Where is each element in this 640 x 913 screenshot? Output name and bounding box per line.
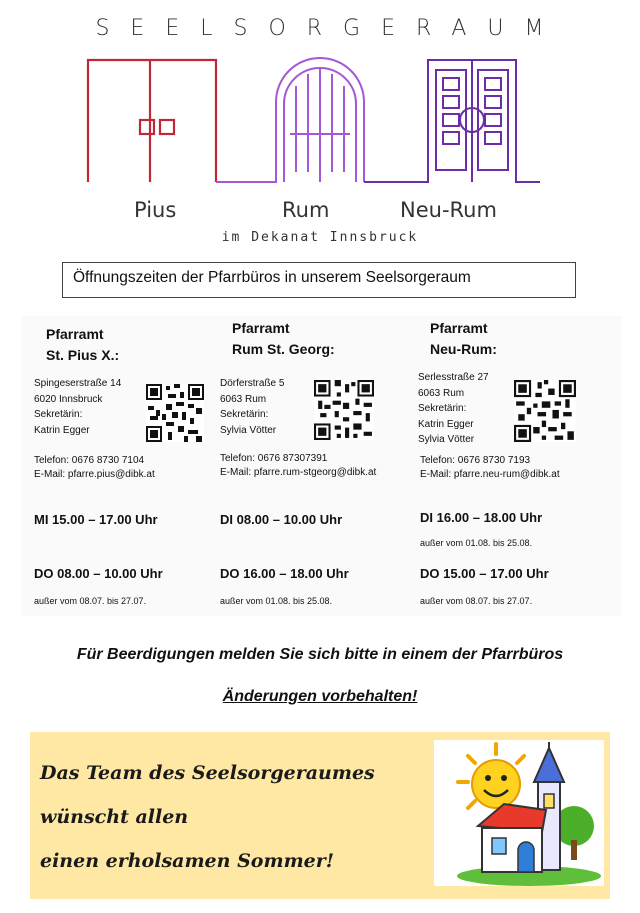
changes-notice: Änderungen vorbehalten! <box>222 688 418 705</box>
office-hours-note: außer vom 01.08. bis 25.08. <box>420 538 533 548</box>
page-title: SEELSORGERAUM <box>95 16 565 41</box>
office-hours-note: außer vom 08.07. bis 27.07. <box>34 596 147 606</box>
office-heading-name: Rum St. Georg: <box>232 341 335 357</box>
address-line: Sekretärin: <box>220 409 269 420</box>
office-address <box>34 376 121 438</box>
office-hours-slot: DO 08.00 – 10.00 Uhr <box>34 566 163 581</box>
parish-name-rum: Rum <box>282 198 330 222</box>
office-heading-name: St. Pius X.: <box>46 347 120 363</box>
email-address: E-Mail: pfarre.neu-rum@dibk.at <box>420 469 560 480</box>
dekanat-subtitle: im Dekanat Innsbruck <box>221 230 419 245</box>
funeral-notice: Für Beerdigungen melden Sie sich bitte in einem der Pfarrbüros <box>76 646 564 663</box>
office-neu-rum <box>418 316 630 606</box>
office-hours-slot: DI 08.00 – 10.00 Uhr <box>220 512 343 527</box>
office-address <box>418 370 489 448</box>
office-contact <box>220 452 376 480</box>
qr-code-icon <box>146 384 204 442</box>
address-line: Sylvia Vötter <box>220 424 277 436</box>
office-heading: Pfarramt <box>232 320 290 336</box>
email-address: E-Mail: pfarre.pius@dibk.at <box>34 469 155 480</box>
office-address <box>220 376 284 438</box>
address-line: Sekretärin: <box>418 403 467 414</box>
phone-number: Telefon: 0676 8730 7104 <box>34 455 145 466</box>
parish-name-neurum: Neu-Rum <box>400 198 497 222</box>
parish-names <box>0 198 640 228</box>
greeting-line: wünscht allen <box>40 806 189 828</box>
address-line: Katrin Egger <box>418 418 474 430</box>
office-heading: Pfarramt <box>46 326 104 342</box>
opening-hours-heading: Öffnungszeiten der Pfarrbüros in unserem Seelsorgeraum <box>62 262 576 298</box>
parish-name-pius: Pius <box>134 198 177 222</box>
address-line: 6020 Innsbruck <box>34 393 103 405</box>
office-hours-note: außer vom 08.07. bis 27.07. <box>420 596 533 606</box>
address-line: 6063 Rum <box>220 393 267 405</box>
office-hours-note: außer vom 01.08. bis 25.08. <box>220 596 333 606</box>
phone-number: Telefon: 0676 8730 7193 <box>420 455 531 466</box>
office-heading: Pfarramt <box>430 320 488 336</box>
address-line: Spingeserstraße 14 <box>34 378 122 389</box>
address-line: Dörferstraße 5 <box>220 378 285 389</box>
office-hours-slot: MI 15.00 – 17.00 Uhr <box>34 512 158 527</box>
qr-code-icon <box>314 380 374 440</box>
office-heading-name: Neu-Rum: <box>430 341 497 357</box>
office-hours-slot: DO 16.00 – 18.00 Uhr <box>220 566 349 581</box>
office-hours-slot: DI 16.00 – 18.00 Uhr <box>420 510 543 525</box>
email-address: E-Mail: pfarre.rum-stgeorg@dibk.at <box>220 467 377 478</box>
greeting-line: Das Team des Seelsorgeraumes <box>40 762 375 784</box>
qr-code-icon <box>514 380 576 442</box>
address-line: Sylvia Vötter <box>418 434 475 445</box>
office-hours-slot: DO 15.00 – 17.00 Uhr <box>420 566 549 581</box>
address-line: Katrin Egger <box>34 424 90 436</box>
address-line: Sekretärin: <box>34 409 83 420</box>
phone-number: Telefon: 0676 87307391 <box>220 453 328 464</box>
church-sun-clipart <box>434 740 604 886</box>
office-contact <box>34 454 155 482</box>
office-rum-st-georg <box>220 316 432 606</box>
office-contact <box>420 454 560 482</box>
greeting-line: einen erholsamen Sommer! <box>40 850 335 872</box>
address-line: 6063 Rum <box>418 387 465 399</box>
seelsorgeraum-logo <box>80 52 560 187</box>
address-line: Serlesstraße 27 <box>418 372 489 383</box>
